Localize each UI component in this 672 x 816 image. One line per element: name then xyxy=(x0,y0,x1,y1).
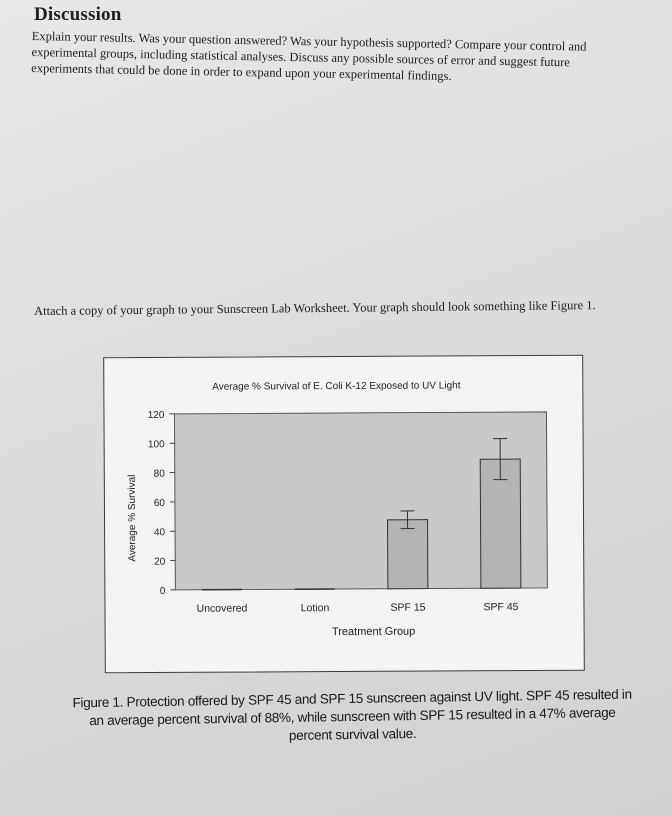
x-tick-label: Lotion xyxy=(300,602,330,615)
y-tick-label: 100 xyxy=(147,439,165,451)
discussion-prompt: Explain your results. Was your question answered? Was your hypothesis supported? Compare your control and experimental groups, including statistical analyses. Discuss any possible sources of error and suggest future experiments that could be done in order to expand upon your experimental findings. xyxy=(31,28,587,84)
y-tick-label: 40 xyxy=(153,527,166,539)
y-tick-label: 20 xyxy=(154,556,166,568)
x-tick-label: SPF 45 xyxy=(483,601,519,614)
bar-chart xyxy=(104,356,584,672)
figure-caption: Figure 1. Protection offered by SPF 45 and SPF 15 sunscreen against UV light. SPF 45 resulted in an average percent survival of 88%, while sunscreen with SPF 15 resulted in a 47% average percent survival value. xyxy=(72,686,632,743)
figure-1-chart xyxy=(103,355,585,674)
x-tick-label: Uncovered xyxy=(196,602,248,615)
y-axis-label: Average % Survival xyxy=(126,474,139,562)
y-tick-label: 80 xyxy=(153,468,165,480)
x-axis-label: Treatment Group xyxy=(331,625,416,639)
bar xyxy=(388,520,428,589)
section-heading: Discussion xyxy=(34,4,122,25)
x-tick-label: SPF 15 xyxy=(390,601,426,614)
y-tick-label: 0 xyxy=(159,585,166,597)
chart-title: Average % Survival of E. Coli K-12 Exposed to UV Light xyxy=(212,380,461,393)
y-tick-label: 60 xyxy=(153,497,165,509)
y-tick-label: 120 xyxy=(147,409,165,422)
attach-instructions: Attach a copy of your graph to your Sunscreen Lab Worksheet. Your graph should look something like Figure 1. xyxy=(34,298,596,318)
